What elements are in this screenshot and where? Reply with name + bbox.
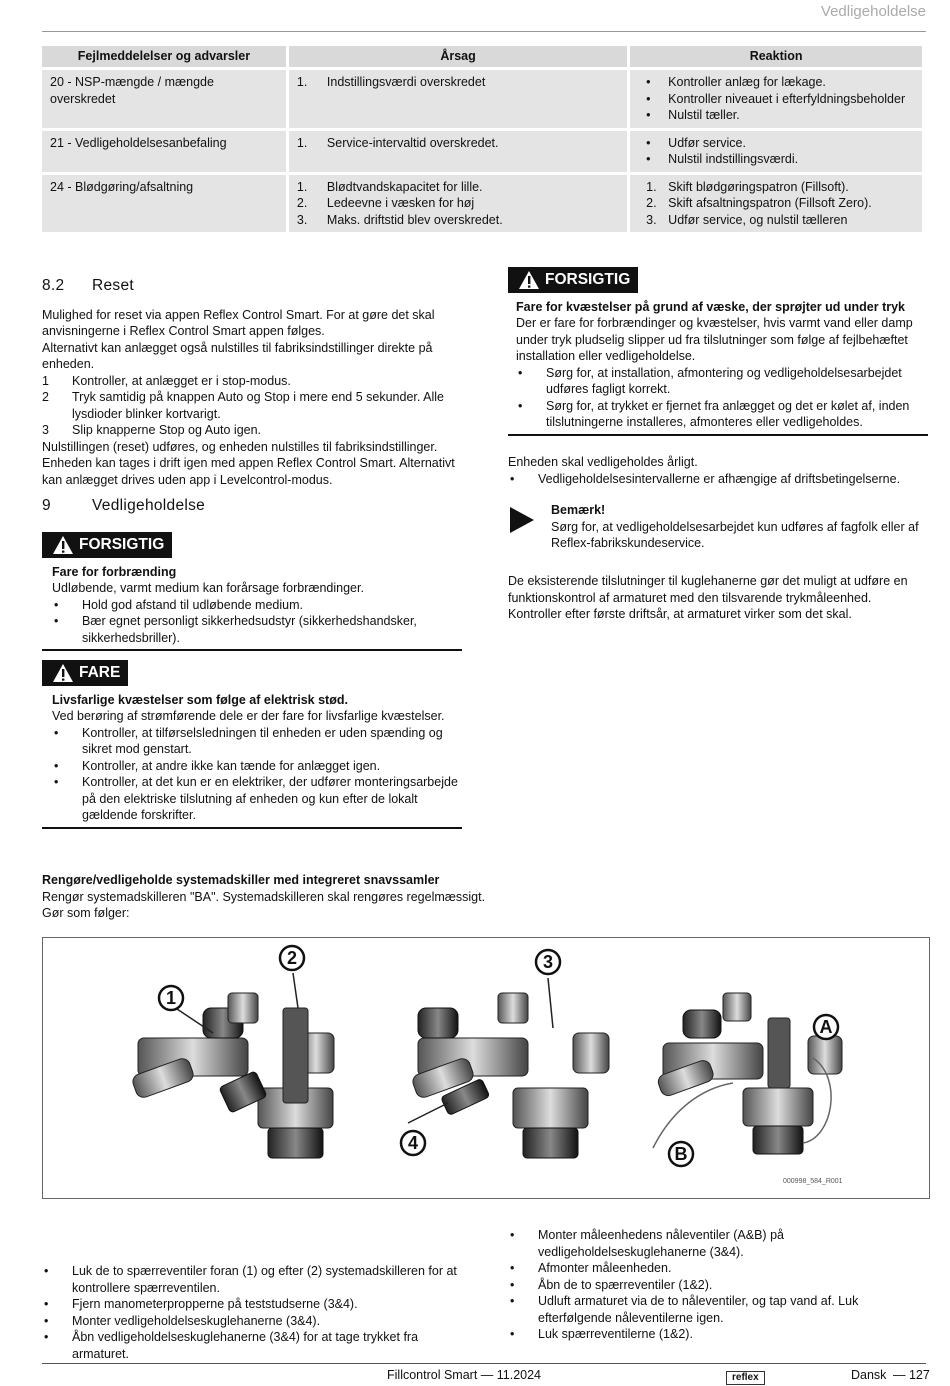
list-item: • Monter måleenhedens nåleventiler (A&B) på vedligeholdelseskuglehanerne (3&4).: [508, 1227, 928, 1260]
table-header-row: [42, 46, 922, 67]
warning-tag: [508, 267, 638, 293]
reaction-marker: •: [646, 91, 651, 106]
maintenance-section: [42, 498, 462, 515]
list-item: • Åbn vedligeholdelseskuglehanerne (3&4) for at tage trykket fra armaturet.: [42, 1329, 472, 1362]
reaction-text: Udfør service.: [668, 135, 746, 150]
note-block: [508, 502, 928, 552]
cleaning-text: Gør som følger:: [42, 906, 130, 920]
warning-burn: [42, 532, 462, 651]
error-code-cell: 24 - Blødgøring/afsaltning: [42, 175, 286, 233]
maintenance-section-title: Vedligeholdelse: [92, 497, 206, 514]
column-header-messages: Fejlmeddelelser og advarsler: [42, 46, 286, 67]
figure-code: 000998_584_R001: [783, 1178, 843, 1185]
callout-3: [536, 950, 560, 974]
note-text: Sørg for, at vedligeholdelsesarbejdet kun udføres af fagfolk eller af Reflex-fabrikskundeservice.: [551, 519, 919, 550]
footer-product: Fillcontrol Smart — 11.2024: [387, 1368, 541, 1382]
maintenance-heading: [42, 498, 462, 515]
step-text: Kontroller, at anlægget er i stop-modus.: [72, 373, 291, 388]
cleaning-heading: Rengøre/vedligeholde systemadskiller med integreret snavssamler: [42, 873, 440, 887]
reset-heading: [42, 278, 467, 295]
reset-section-title: Reset: [92, 277, 134, 294]
reaction-item: [638, 212, 914, 229]
column-header-reaction: Reaktion: [630, 46, 922, 67]
warning-tag-label: FARE: [79, 663, 121, 681]
warning-triangle-icon: [518, 270, 540, 290]
list-item: • Luk de to spærreventiler foran (1) og efter (2) systemadskilleren for at kontrollere spærreventilen.: [42, 1263, 472, 1296]
column-header-cause: Årsag: [289, 46, 627, 67]
reset-step: [42, 373, 467, 390]
note-arrow-icon: [510, 507, 534, 533]
reaction-text: Skift afsaltningspatron (Fillsoft Zero).: [668, 196, 872, 210]
warning-text: Ved berøring af strømførende dele er der fare for livsfarlige kvæstelser.: [52, 709, 445, 723]
cause-item: [297, 179, 619, 196]
reaction-text: Kontroller anlæg for lækage.: [668, 75, 826, 89]
cause-item: [297, 74, 619, 91]
warning-bullet: • Kontroller, at tilførselsledningen til enheden er uden spænding og sikret mod genstart.: [52, 725, 462, 758]
footer-divider: [42, 1363, 926, 1364]
callout-label: 2: [286, 948, 298, 968]
valve-assembly-2: [408, 978, 609, 1158]
ball-valve-paragraph: [508, 573, 928, 623]
reaction-item: [638, 91, 914, 108]
warning-heading: Fare for kvæstelser på grund af væske, der sprøjter ud under tryk: [516, 299, 906, 314]
valve-assembly-3: [653, 993, 842, 1154]
step-number: 3: [42, 423, 49, 437]
warning-tag: [42, 660, 128, 686]
reaction-item: [638, 151, 914, 168]
callout-label: B: [674, 1144, 688, 1164]
section-header-title: Vedligeholdelse: [820, 3, 926, 20]
reaction-marker: •: [646, 135, 651, 150]
callout-label: 1: [165, 988, 177, 1008]
reaction-marker: 2.: [646, 196, 657, 210]
reaction-text: Skift blødgøringspatron (Fillsoft).: [668, 179, 849, 194]
cause-number: 3.: [296, 212, 308, 227]
ball-valve-text: De eksisterende tilslutninger til kuglehanerne gør det muligt at udføre en funktionskontrol af armaturet med den tilsvarende trykmåleenhed. Kontroller efter første driftsår, at armaturet virker som det skal.: [508, 574, 908, 621]
warning-bullet: • Kontroller, at andre ikke kan tænde for anlægget igen.: [52, 758, 462, 775]
valve-figure: [42, 937, 930, 1199]
reaction-cell: [630, 131, 922, 172]
reset-step: [42, 422, 467, 439]
table-row: [42, 70, 922, 128]
reset-paragraph: Alternativt kan anlægget også nulstilles til fabriksindstillinger direkte på enheden.: [42, 340, 433, 371]
list-item: • Fjern manometerpropperne på teststudserne (3&4).: [42, 1296, 472, 1313]
reaction-text: Nulstil indstillingsværdi.: [668, 152, 799, 166]
step-text: Tryk samtidig på knappen Auto og Stop i mere end 5 sekunder. Alle lysdioder blinker kortvarigt.: [72, 390, 444, 421]
cause-number: 1.: [296, 135, 308, 150]
callout-label: 3: [542, 952, 554, 972]
list-item: • Luk spærreventilerne (1&2).: [508, 1326, 928, 1343]
warning-body: [42, 564, 462, 652]
footer-page-number: — 127: [893, 1368, 930, 1382]
error-code-cell: 20 - NSP-mængde / mængde overskredet: [42, 70, 286, 128]
warning-bullet: • Sørg for, at trykket er fjernet fra anlægget og det er kølet af, inden tilslutningerne installeres, afmonteres eller vedligeholdes.: [516, 398, 928, 431]
maintenance-section-number: 9: [42, 497, 51, 514]
callout-2: [280, 946, 304, 970]
cause-item: [297, 195, 619, 212]
callout-A: [814, 1015, 838, 1039]
logo-text: reflex: [726, 1371, 765, 1385]
steps-right-list: [508, 1227, 928, 1343]
warning-tag-label: FORSIGTIG: [79, 535, 165, 553]
callout-B: [669, 1142, 693, 1166]
yearly-maintenance: [508, 454, 928, 487]
reset-section-number: 8.2: [42, 277, 65, 294]
reaction-cell: [630, 175, 922, 233]
cause-number: 2.: [296, 196, 308, 210]
note-title: Bemærk!: [551, 503, 606, 517]
note-content: [508, 502, 928, 552]
step-number: 2: [42, 390, 49, 404]
reaction-item: [638, 135, 914, 152]
reset-paragraph: Mulighed for reset via appen Reflex Control Smart. For at gøre det skal anvisningerne i Reflex Control Smart appen følges.: [42, 307, 435, 338]
warning-heading: Fare for forbrænding: [52, 564, 177, 579]
reaction-marker: 3.: [646, 212, 657, 227]
warning-tag: [42, 532, 172, 558]
warning-body: [508, 299, 928, 436]
reaction-item: [638, 195, 914, 212]
cause-item: [297, 135, 619, 152]
error-code-cell: 21 - Vedligeholdelsesanbefaling: [42, 131, 286, 172]
warning-bullet: • Hold god afstand til udløbende medium.: [52, 597, 462, 614]
error-message-table: [39, 43, 925, 235]
cleaning-section: [42, 872, 928, 922]
warning-body: [42, 692, 462, 829]
step-number: 1: [42, 373, 49, 388]
reaction-marker: •: [646, 108, 651, 122]
warning-triangle-icon: [52, 535, 74, 555]
table-row: [42, 175, 922, 233]
reflex-logo: [726, 1368, 765, 1385]
valve-illustration: [43, 938, 929, 1198]
cleaning-text: Rengør systemadskilleren "BA". Systemadskilleren skal rengøres regelmæssigt.: [42, 889, 486, 904]
footer-language: Dansk: [851, 1368, 887, 1382]
step-text: Slip knapperne Stop og Auto igen.: [72, 423, 262, 437]
cause-text: Ledeevne i væsken for høj: [326, 196, 475, 210]
reset-section: [42, 278, 467, 488]
callout-label: 4: [407, 1133, 419, 1153]
yearly-bullet: • Vedligeholdelsesintervallerne er afhængige af driftsbetingelserne.: [508, 471, 928, 488]
reaction-marker: •: [646, 75, 651, 89]
list-item: • Åbn de to spærreventiler (1&2).: [508, 1277, 928, 1294]
warning-bullet: • Sørg for, at installation, afmontering og vedligeholdelsesarbejdet udføres fagligt korrekt.: [516, 365, 928, 398]
reaction-text: Udfør service, og nulstil tælleren: [668, 212, 848, 227]
warning-bullet: • Kontroller, at det kun er en elektriker, der udfører monteringsarbejde på den elektriske tilslutning af enheden og kun efter de lokalt gældende forskrifter.: [52, 774, 462, 824]
list-item: • Udluft armaturet via de to nåleventiler, og tap vand af. Luk efterfølgende nåleventilerne igen.: [508, 1293, 928, 1326]
warning-text: Der er fare for forbrændinger og kvæstelser, hvis varmt vand eller damp under tryk pludselig slipper ud fra tilslutninger som følge af fejlbehæftet installation eller vedligeholdelse.: [516, 316, 913, 363]
warning-text: Udløbende, varmt medium kan forårsage forbrændinger.: [52, 581, 364, 595]
steps-left-list: [42, 1263, 472, 1362]
reset-paragraph: Nulstillingen (reset) udføres, og enheden nulstilles til fabriksindstillinger.: [42, 439, 438, 454]
yearly-text: Enheden skal vedligeholdes årligt.: [508, 455, 698, 469]
warning-spray: [508, 267, 928, 436]
warning-shock: [42, 660, 462, 829]
reaction-text: Kontroller niveauet i efterfyldningsbeholder: [668, 91, 906, 106]
reaction-item: [638, 74, 914, 91]
cause-text: Maks. driftstid blev overskredet.: [326, 212, 503, 227]
cause-text: Indstillingsværdi overskredet: [326, 75, 486, 89]
cause-cell: [289, 175, 627, 233]
reaction-item: [638, 179, 914, 196]
list-item: • Monter vedligeholdelseskuglehanerne (3&4).: [42, 1313, 472, 1330]
table-row: [42, 131, 922, 172]
warning-tag-label: FORSIGTIG: [545, 270, 631, 288]
callout-label: A: [819, 1017, 833, 1037]
reset-step: [42, 389, 467, 422]
reaction-item: [638, 107, 914, 124]
list-item: • Afmonter måleenheden.: [508, 1260, 928, 1277]
reaction-cell: [630, 70, 922, 128]
cause-text: Service-intervaltid overskredet.: [326, 135, 499, 150]
reaction-marker: 1.: [646, 179, 657, 194]
cause-text: Blødtvandskapacitet for lille.: [326, 179, 483, 194]
cause-cell: [289, 131, 627, 172]
reaction-marker: •: [646, 152, 651, 166]
warning-triangle-icon: [52, 663, 74, 683]
reaction-text: Nulstil tæller.: [668, 108, 740, 122]
header-divider: [42, 31, 926, 32]
cause-cell: [289, 70, 627, 128]
warning-heading: Livsfarlige kvæstelser som følge af elektrisk stød.: [52, 692, 348, 707]
cause-number: 1.: [296, 75, 308, 89]
callout-4: [401, 1131, 425, 1155]
reset-paragraph: Enheden kan tages i drift igen med appen Reflex Control Smart. Alternativt kan anlægget drives uden app i Levelcontrol-modus.: [42, 456, 455, 487]
cause-number: 1.: [296, 179, 308, 194]
cause-item: [297, 212, 619, 229]
callout-1: [159, 986, 183, 1010]
warning-bullet: • Bær egnet personligt sikkerhedsudstyr (sikkerhedshandsker, sikkerhedsbriller).: [52, 613, 462, 646]
